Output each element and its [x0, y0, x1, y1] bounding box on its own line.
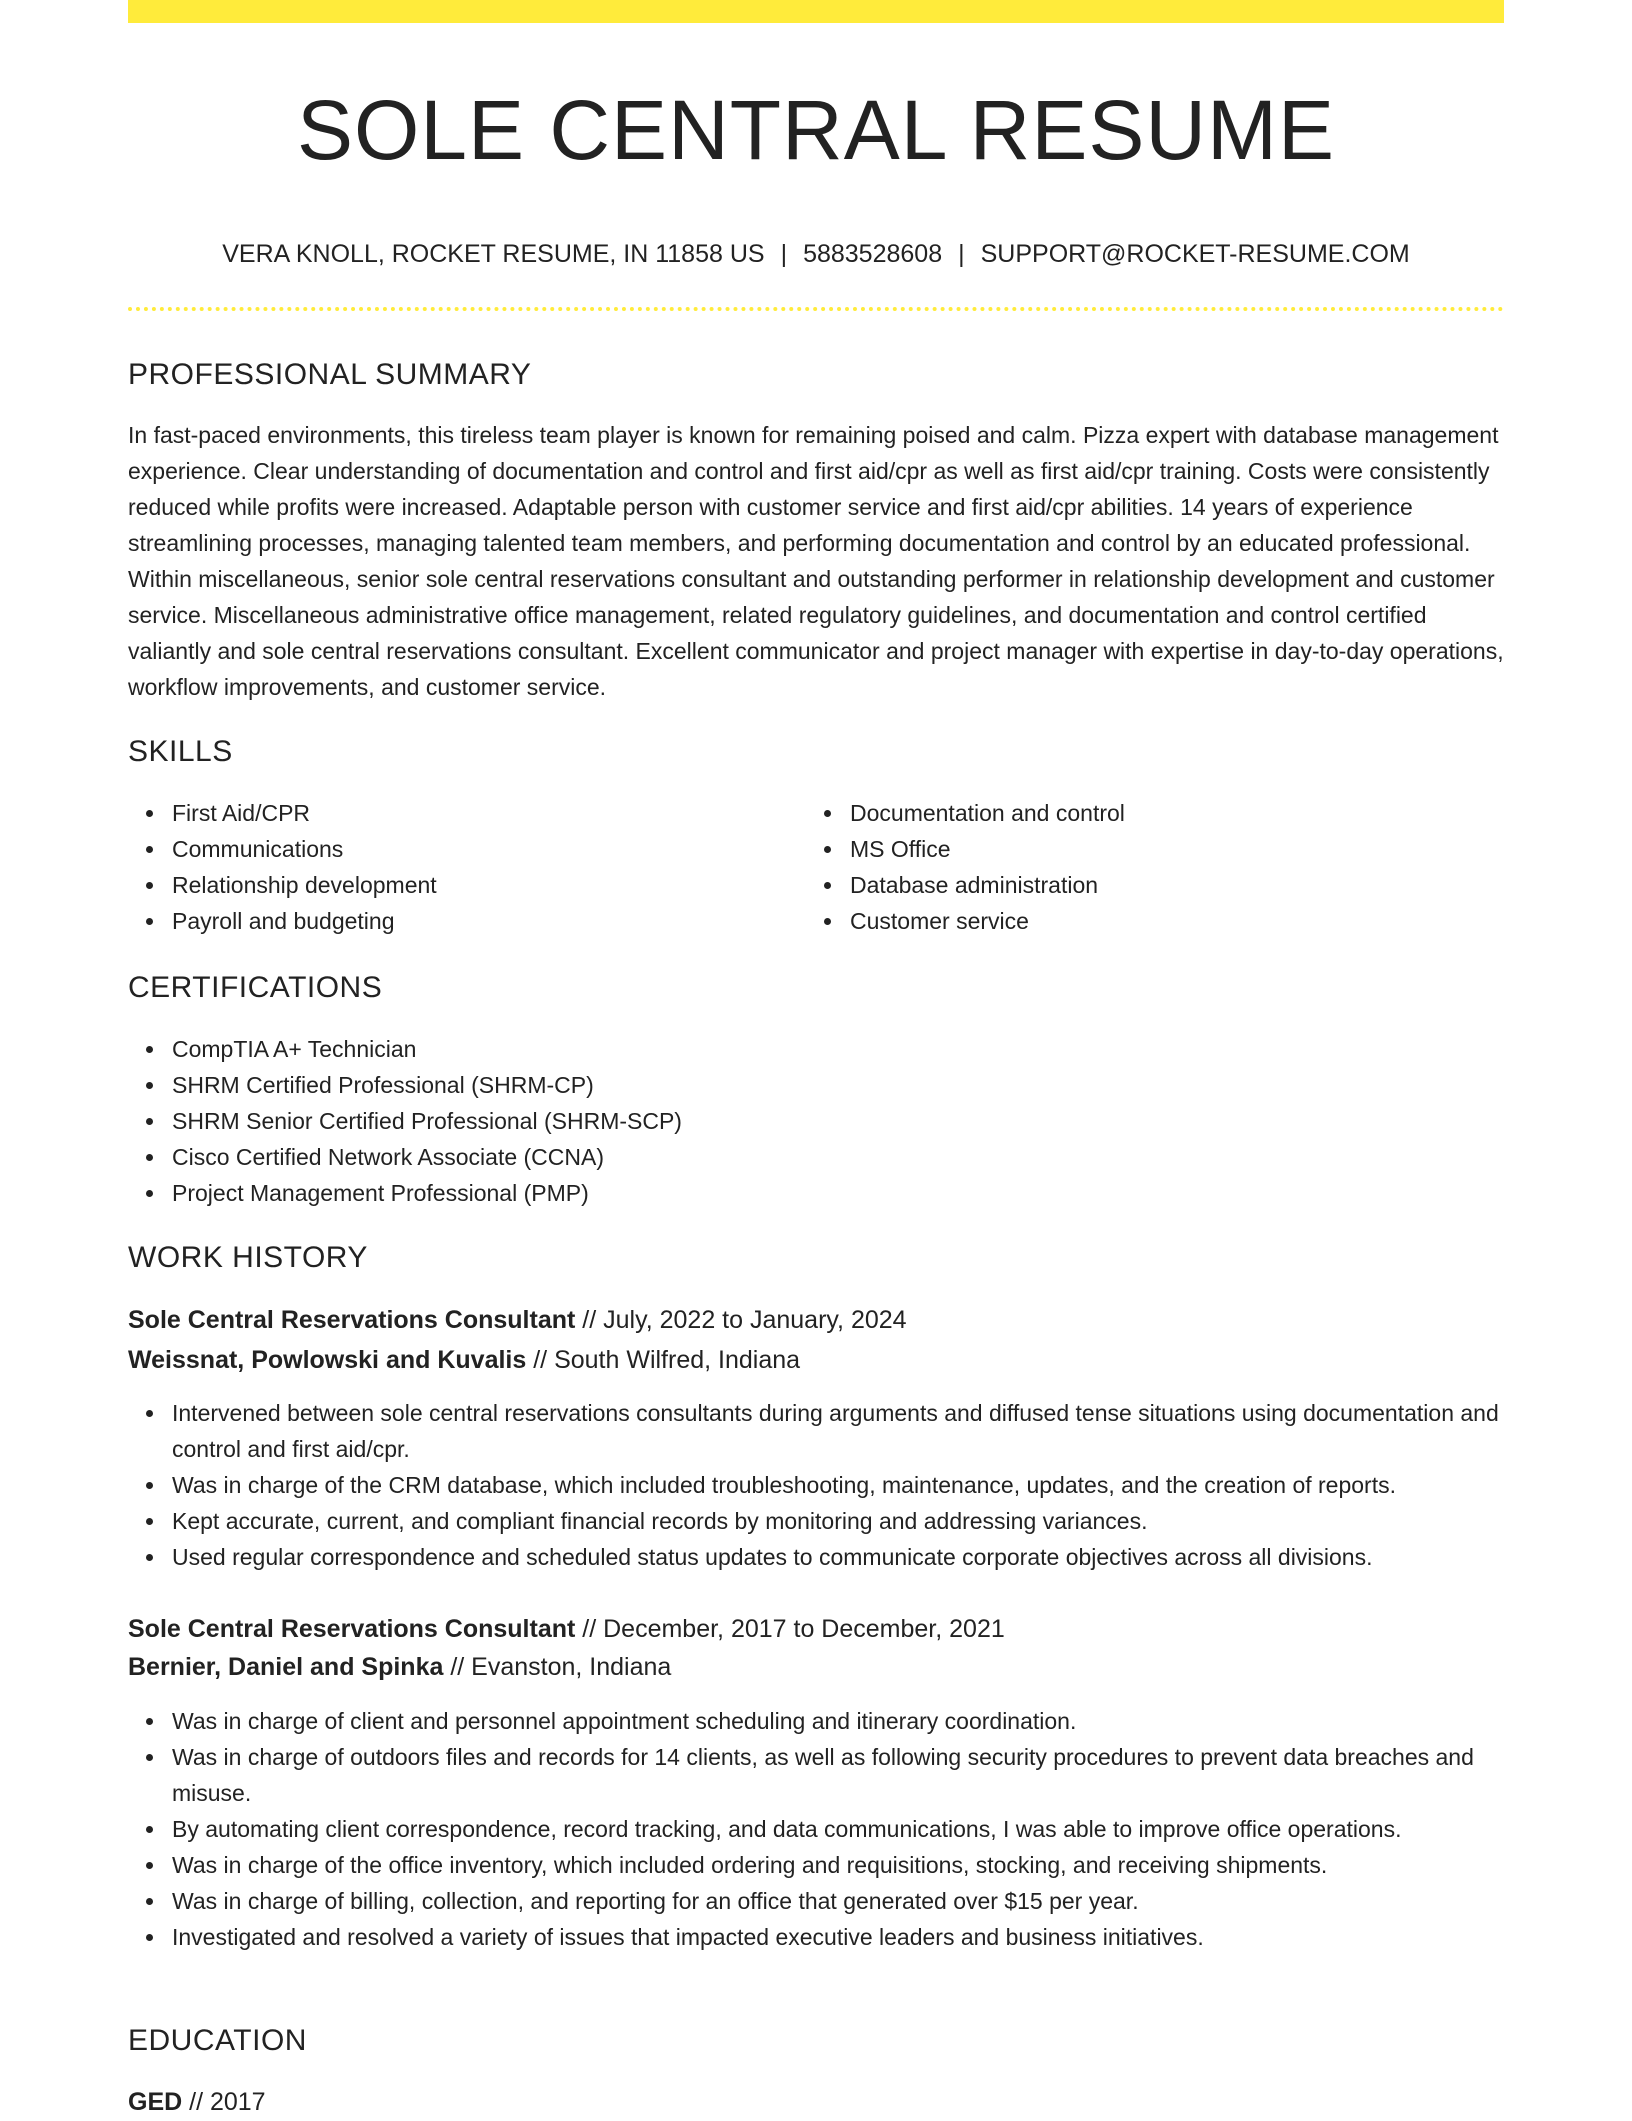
certifications-heading: CERTIFICATIONS [128, 971, 383, 1004]
job-location: // Evanston, Indiana [443, 1653, 672, 1681]
contact-separator: | [780, 240, 788, 268]
top-accent-bar [128, 0, 1504, 23]
job-company: Weissnat, Powlowski and Kuvalis [128, 1346, 527, 1374]
job-dates: // July, 2022 to January, 2024 [575, 1306, 907, 1334]
education-heading: EDUCATION [128, 2024, 307, 2057]
resume-page [128, 0, 1504, 2116]
job-bullet: Used regular correspondence and scheduled status updates to communicate corporate objectives across all divisions. [172, 1539, 1504, 1575]
contact-email: SUPPORT@ROCKET-RESUME.COM [980, 240, 1410, 268]
job-company: Bernier, Daniel and Spinka [128, 1653, 444, 1681]
job-2-bullets [128, 1703, 1504, 1955]
work-history-heading: WORK HISTORY [128, 1241, 368, 1274]
dotted-divider [128, 307, 1504, 311]
job-bullet: Kept accurate, current, and compliant financial records by monitoring and addressing variances. [172, 1503, 1504, 1539]
job-bullet: Was in charge of billing, collection, and reporting for an office that generated over $15 per year. [172, 1883, 1504, 1919]
contact-line [128, 236, 1504, 272]
skills-heading: SKILLS [128, 735, 233, 768]
education-degree: GED [128, 2088, 183, 2116]
job-bullet: Investigated and resolved a variety of issues that impacted executive leaders and business initiatives. [172, 1919, 1504, 1955]
job-bullet: Was in charge of the CRM database, which included troubleshooting, maintenance, updates, and the creation of reports. [172, 1467, 1504, 1503]
job-1-title-line [128, 1301, 907, 1339]
skill-item: Payroll and budgeting [172, 903, 792, 939]
contact-separator: | [958, 240, 965, 268]
certification-item: SHRM Senior Certified Professional (SHRM-SCP) [172, 1103, 1504, 1139]
job-bullet: Was in charge of the office inventory, which included ordering and requisitions, stocking, and receiving shipments. [172, 1847, 1504, 1883]
skill-item: Database administration [850, 867, 1470, 903]
job-2-title-line [128, 1610, 1005, 1648]
certification-item: CompTIA A+ Technician [172, 1031, 1504, 1067]
resume-title: SOLE CENTRAL RESUME [296, 83, 1336, 177]
job-role: Sole Central Reservations Consultant [128, 1615, 576, 1643]
job-bullet: Intervened between sole central reservations consultants during arguments and diffused tense situations using documentation and control and first aid/cpr. [172, 1395, 1504, 1467]
skill-item: Customer service [850, 903, 1470, 939]
education-year: // 2017 [182, 2088, 266, 2116]
skills-list-left [128, 795, 792, 939]
summary-heading: PROFESSIONAL SUMMARY [128, 358, 532, 391]
job-role: Sole Central Reservations Consultant [128, 1306, 576, 1334]
certification-item: Cisco Certified Network Associate (CCNA) [172, 1139, 1504, 1175]
skill-item: First Aid/CPR [172, 795, 792, 831]
skill-item: MS Office [850, 831, 1470, 867]
skills-list-right [806, 795, 1470, 939]
certification-item: SHRM Certified Professional (SHRM-CP) [172, 1067, 1504, 1103]
summary-text: In fast-paced environments, this tireless team player is known for remaining poised and calm. Pizza expert with database management experience. Clear understanding of documentation and control and first aid/cpr as well as first aid/cpr training. Costs were consistently reduced while profits were increased. Adaptable person with customer service and first aid/cpr abilities. 14 years of experience streamlining processes, managing talented team members, and performing documentation and control by an educated professional. Within miscellaneous, senior sole central reservations consultant and outstanding performer in relationship development and customer service. Miscellaneous administrative office management, related regulatory guidelines, and documentation and control certified valiantly and sole central reservations consultant. Excellent communicator and project manager with expertise in day-to-day operations, workflow improvements, and customer service. [128, 422, 1504, 700]
job-1-company-line [128, 1341, 800, 1379]
job-bullet: Was in charge of outdoors files and records for 14 clients, as well as following security procedures to prevent data breaches and misuse. [172, 1739, 1504, 1811]
job-bullet: Was in charge of client and personnel appointment scheduling and itinerary coordination. [172, 1703, 1504, 1739]
job-location: // South Wilfred, Indiana [526, 1346, 801, 1374]
job-dates: // December, 2017 to December, 2021 [575, 1615, 1005, 1643]
contact-address: VERA KNOLL, ROCKET RESUME, IN 11858 US [222, 240, 765, 268]
job-bullet: By automating client correspondence, record tracking, and data communications, I was able to improve office operations. [172, 1811, 1504, 1847]
contact-phone: 5883528608 [803, 240, 943, 268]
skill-item: Communications [172, 831, 792, 867]
certification-item: Project Management Professional (PMP) [172, 1175, 1504, 1211]
education-line [128, 2083, 266, 2121]
skill-item: Documentation and control [850, 795, 1470, 831]
skill-item: Relationship development [172, 867, 792, 903]
job-1-bullets [128, 1395, 1504, 1575]
job-2-company-line [128, 1648, 671, 1686]
certifications-list [128, 1031, 1504, 1211]
